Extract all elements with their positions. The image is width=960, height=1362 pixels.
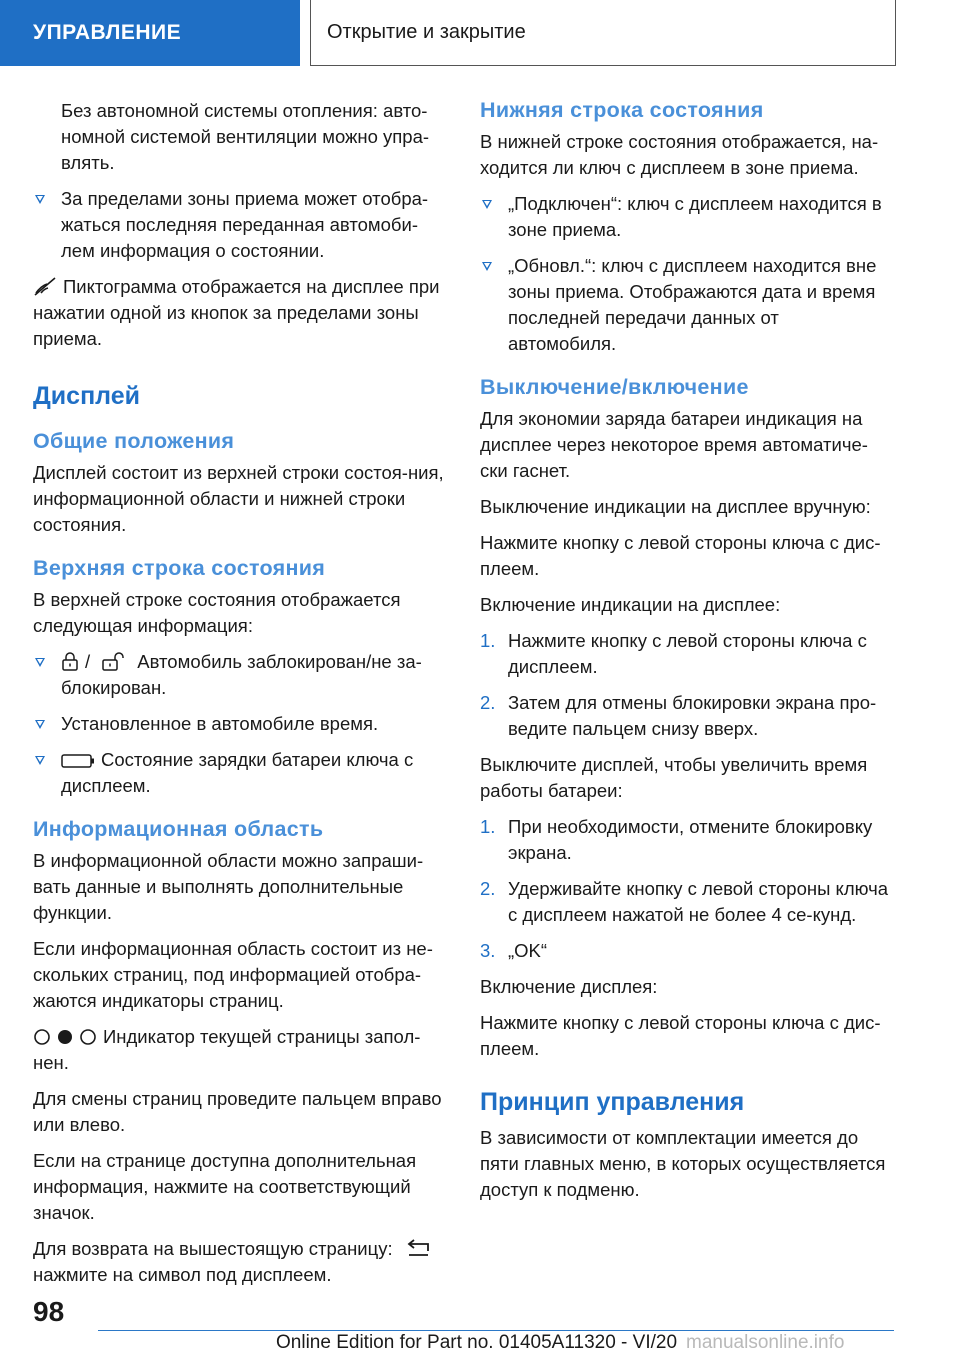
lock-separator: / xyxy=(85,651,91,672)
bullet-list-outside xyxy=(33,186,445,264)
list-item xyxy=(33,747,445,799)
step-number: 1. xyxy=(480,630,496,651)
battery-icon xyxy=(61,753,95,769)
lock-open-icon xyxy=(101,651,131,671)
list-item xyxy=(480,690,892,742)
paragraph-info-2: Если информационная область состоит из не-скольких страниц, под информацией отобра-жаются индикаторы страниц. xyxy=(33,938,433,1011)
paragraph-bottom-status: В нижней строке состояния отображается, на-ходится ли ключ с дисплеем в зоне приема. xyxy=(480,131,879,178)
paragraph-manual-off: Выключение индикации на дисплее вручную: xyxy=(480,496,871,517)
paragraph-swipe: Для смены страниц проведите пальцем вправо или влево. xyxy=(33,1088,442,1135)
heading-principle: Принцип управления xyxy=(480,1088,745,1116)
list-item xyxy=(480,876,892,928)
list-item xyxy=(480,191,892,243)
paragraph-return-text: Для возврата на вышестоящую страницу: xyxy=(33,1238,393,1259)
chapter-header xyxy=(310,0,896,66)
paragraph-intro: Без автономной системы отопления: авто-номной системой вентиляции можно упра-влять. xyxy=(61,100,430,173)
triangle-bullet-icon xyxy=(35,195,45,204)
step-number: 1. xyxy=(480,816,496,837)
heading-display: Дисплей xyxy=(33,382,141,410)
paragraph-return xyxy=(33,1236,445,1288)
step-text: При необходимости, отмените блокировку экрана. xyxy=(508,816,873,863)
bullet-list-bottom xyxy=(480,191,892,357)
left-column xyxy=(33,98,445,1298)
step-text: „OK“ xyxy=(508,940,548,961)
list-item xyxy=(480,253,892,357)
paragraph-save-battery: Для экономии заряда батареи индикация на дисплее через некоторое время автоматиче-ски гаснет. xyxy=(480,408,868,481)
step-number: 2. xyxy=(480,692,496,713)
back-arrow-icon xyxy=(406,1238,432,1258)
list-item-text: „Обновл.“: ключ с дисплеем находится вне зоны приема. Отображаются дата и время последней передачи данных от автомобиля. xyxy=(508,255,877,354)
list-item-text: Состояние зарядки батареи ключа с дисплеем. xyxy=(61,749,414,796)
triangle-bullet-icon xyxy=(35,720,45,729)
list-item-text: „Подключен“: ключ с дисплеем находится в зоне приема. xyxy=(508,193,882,240)
footer-divider xyxy=(98,1330,894,1331)
triangle-bullet-icon xyxy=(35,658,45,667)
heading-bottom-status: Нижняя строка состояния xyxy=(480,98,764,122)
lock-closed-icon xyxy=(61,651,79,671)
steps-off-list xyxy=(480,814,892,964)
paragraph-top-status: В верхней строке состояния отображается следующая информация: xyxy=(33,589,401,636)
step-number: 2. xyxy=(480,878,496,899)
page-number: 98 xyxy=(33,1296,65,1327)
heading-top-status: Верхняя строка состояния xyxy=(33,556,326,580)
list-item-text: За пределами зоны приема может отобра-жаться последняя переданная автомоби-лем информация о состоянии. xyxy=(61,188,429,261)
triangle-bullet-icon xyxy=(482,200,492,209)
watermark: manualsonline.info xyxy=(686,1332,845,1353)
paragraph-info-1: В информационной области можно запраши-вать данные и выполнять дополнительные функции. xyxy=(33,850,424,923)
paragraph-indicator-text: Индикатор текущей страницы запол-нен. xyxy=(33,1026,421,1073)
section-title: УПРАВЛЕНИЕ xyxy=(33,21,182,44)
bullet-list-top xyxy=(33,649,445,799)
paragraph-press-left-2: Нажмите кнопку с левой стороны ключа с дис-плеем. xyxy=(480,1012,881,1059)
paragraph-principle: В зависимости от комплектации имеется до пяти главных меню, в которых осуществляется доступ к подменю. xyxy=(480,1127,886,1200)
paragraph-on-label: Включение индикации на дисплее: xyxy=(480,594,781,615)
list-item xyxy=(480,938,892,964)
chapter-title: Открытие и закрытие xyxy=(327,21,526,43)
no-signal-icon xyxy=(33,276,57,296)
triangle-bullet-icon xyxy=(482,262,492,271)
list-item xyxy=(480,814,892,866)
list-item xyxy=(480,628,892,680)
step-number: 3. xyxy=(480,940,496,961)
section-tab xyxy=(0,0,300,66)
heading-info-area: Информационная область xyxy=(33,817,324,841)
step-text: Затем для отмены блокировки экрана про-ведите пальцем снизу вверх. xyxy=(508,692,877,739)
paragraph-pictogram-text: Пиктограмма отображается на дисплее при нажатии одной из кнопок за пределами зоны приема. xyxy=(33,276,440,349)
right-column xyxy=(480,98,892,1213)
heading-general: Общие положения xyxy=(33,429,235,453)
list-item xyxy=(33,186,445,264)
heading-on-off: Выключение/включение xyxy=(480,375,749,399)
paragraph-press-left: Нажмите кнопку с левой стороны ключа с дис-плеем. xyxy=(480,532,881,579)
steps-on-list xyxy=(480,628,892,742)
paragraph-general: Дисплей состоит из верхней строки состоя-ния, информационной области и нижней строки состояния. xyxy=(33,462,444,535)
footer-edition: Online Edition for Part no. 01405A11320 - VI/20 xyxy=(276,1332,678,1353)
paragraph-display-on: Включение дисплея: xyxy=(480,976,658,997)
list-item xyxy=(33,649,445,701)
list-item-text: Автомобиль заблокирован/не за-блокирован. xyxy=(61,651,422,698)
paragraph-pictogram xyxy=(33,274,445,352)
paragraph-indicator xyxy=(33,1024,445,1076)
step-text: Удерживайте кнопку с левой стороны ключа с дисплеем нажатой не более 4 се-кунд. xyxy=(508,878,889,925)
paragraph-more-info: Если на странице доступна дополнительная информация, нажмите на соответствующий значок. xyxy=(33,1150,417,1223)
step-text: Нажмите кнопку с левой стороны ключа с дисплеем. xyxy=(508,630,867,677)
triangle-bullet-icon xyxy=(35,756,45,765)
list-item xyxy=(33,711,445,737)
list-item-text: Установленное в автомобиле время. xyxy=(61,713,379,734)
paragraph-extend: Выключите дисплей, чтобы увеличить время работы батареи: xyxy=(480,754,868,801)
paragraph-return-text-2: нажмите на символ под дисплеем. xyxy=(33,1264,332,1285)
page-indicator-icon xyxy=(33,1028,97,1046)
